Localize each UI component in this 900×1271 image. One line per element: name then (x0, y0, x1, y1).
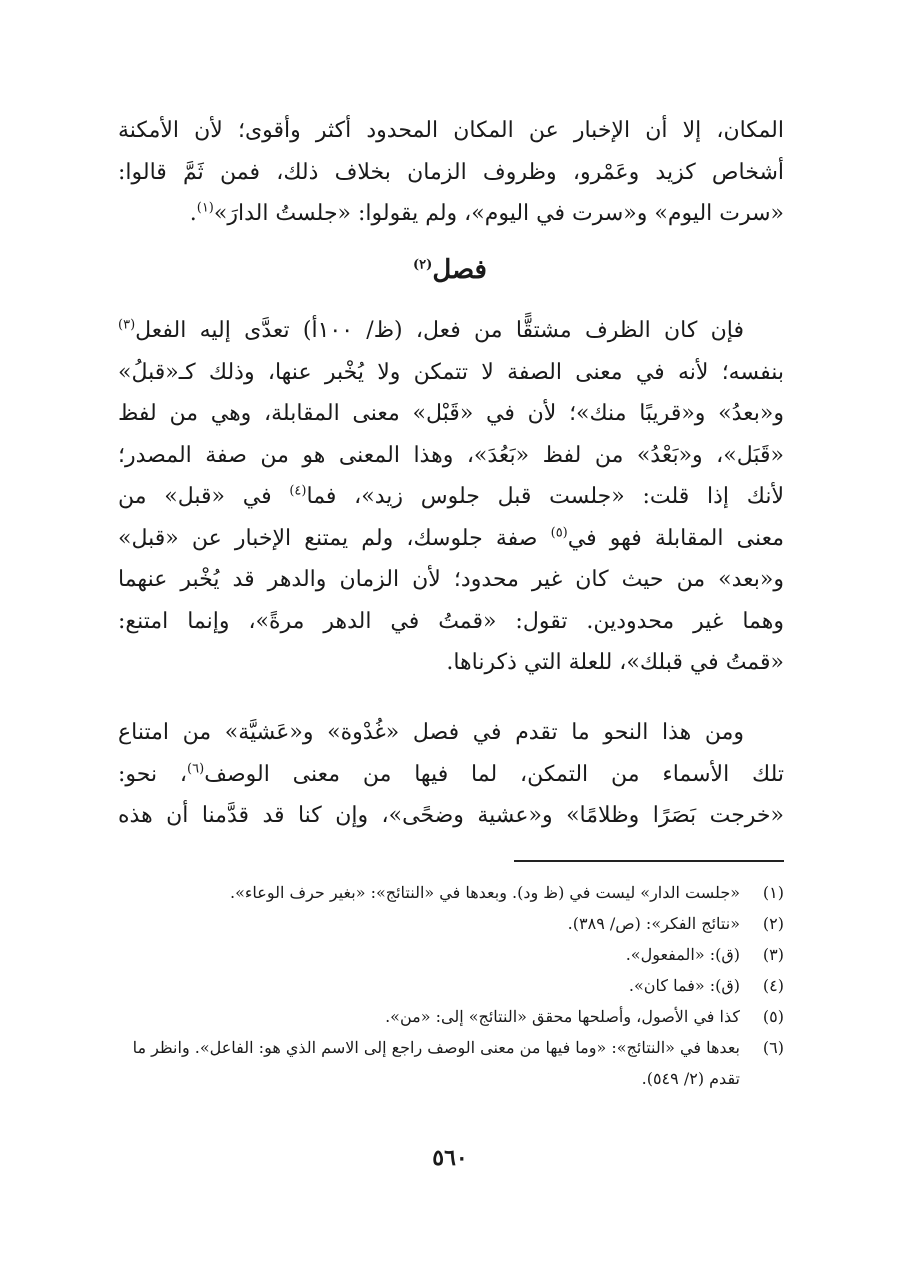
text-line: «قَبَل»، و«بَعْدُ» من لفظ «بَعُدَ»، وهذا المعنى هو من صفة المصدر؛ (118, 442, 784, 468)
footnote-separator (514, 860, 784, 862)
footnote-number: (٥) (762, 1007, 784, 1026)
paragraph-2 (118, 310, 784, 684)
text-line: المكان، إلا أن الإخبار عن المكان المحدود أكثر وأقوى؛ لأن الأمكنة (118, 118, 784, 143)
footnote-ref: (١) (196, 200, 214, 216)
text-line: «قمتُ في قبلك»، للعلة التي ذكرناها. (446, 650, 784, 675)
text-line: أشخاص كزيد وعَمْرو، وظروف الزمان بخلاف ذلك، فمن ثَمَّ قالوا: (118, 159, 784, 185)
text-line: لأنك إذا قلت: «جلست قبل جلوس زيد»، فما$^{(٤)}$ في «قبل» من (118, 483, 784, 509)
footnote-ref: (٢) (413, 257, 433, 273)
footnote-text: (ق): «المفعول». (625, 945, 740, 964)
text-line: ومن هذا النحو ما تقدم في فصل «غُدْوة» و«عَشيَّة» من امتناع (118, 720, 744, 745)
text-line: معنى المقابلة فهو في$^{(٥)}$ صفة جلوسك، ولم يمتنع الإخبار عن «قبل» (118, 525, 785, 551)
footnote (118, 1001, 784, 1032)
paragraph-3 (118, 712, 784, 837)
footnote-text: كذا في الأصول، وأصلحها محقق «النتائج» إلى: «من». (385, 1007, 740, 1026)
footnote-ref: (٦) (187, 761, 205, 777)
text-line: و«بعدُ» و«قريبًا منك»؛ لأن في «قَبْل» معنى المقابلة، وهي من لفظ (118, 401, 784, 426)
footnote (118, 1032, 784, 1094)
text-line: «خرجت بَصَرًا وظلامًا» و«عشية وضحًى»، وإن كنا قد قدَّمنا أن هذه (118, 803, 784, 828)
text-line: فإن كان الظرف مشتقًّا من فعل، (ظ/ ١٠٠أ) تعدَّى إليه الفعل$^{(٣)}$ (118, 317, 744, 343)
footnote-number: (٣) (762, 945, 784, 964)
text-line: وهما غير محدودين. تقول: «قمتُ في الدهر مرةً»، وإنما امتنع: (118, 608, 784, 634)
page-number: ٥٦٠ (432, 1145, 468, 1171)
footnote-text: «جلست الدار» ليست في (ظ ود). وبعدها في «النتائج»: «بغير حرف الوعاء». (230, 883, 740, 902)
footnote (118, 939, 784, 970)
footnote-number: (٢) (762, 914, 784, 933)
footnotes (118, 877, 784, 1094)
footnote-ref: (٥) (550, 525, 568, 541)
footnote-text: (ق): «فما كان». (628, 976, 740, 995)
text-line: بنفسه؛ لأنه في معنى الصفة لا تتمكن ولا يُخْبر عنها، وذلك كـ«قبلُ» (118, 359, 784, 385)
footnote-number: (٦) (762, 1038, 784, 1057)
footnote (118, 970, 784, 1001)
text-line: و«بعد» من حيث كان غير محدود؛ لأن الزمان والدهر قد يُخْبر عنهما (118, 567, 784, 592)
footnote-ref: (٤) (289, 483, 307, 499)
text-line: تلك الأسماء من التمكن، لما فيها من معنى الوصف$^{(٦)}$، نحو: (118, 761, 784, 787)
text-line: «سرت اليوم» و«سرت في اليوم»، ولم يقولوا: «جلستُ الدارَ»$^{(١)}$. (189, 200, 784, 226)
section-heading: فصل$^{(٢)}$ (413, 255, 487, 285)
footnote (118, 908, 784, 939)
footnote-text: بعدها في «النتائج»: «وما فيها من معنى الوصف راجع إلى الاسم الذي هو: الفاعل». وانظر ما تقدم (٢/ ٥٤٩). (132, 1038, 740, 1088)
footnote-number: (٤) (762, 976, 784, 995)
footnote-text: «نتائج الفكر»: (ص/ ٣٨٩). (567, 914, 740, 933)
footnote-ref: (٣) (118, 317, 136, 333)
paragraph-1 (118, 110, 784, 235)
footnote (118, 877, 784, 908)
footnote-number: (١) (762, 883, 784, 902)
